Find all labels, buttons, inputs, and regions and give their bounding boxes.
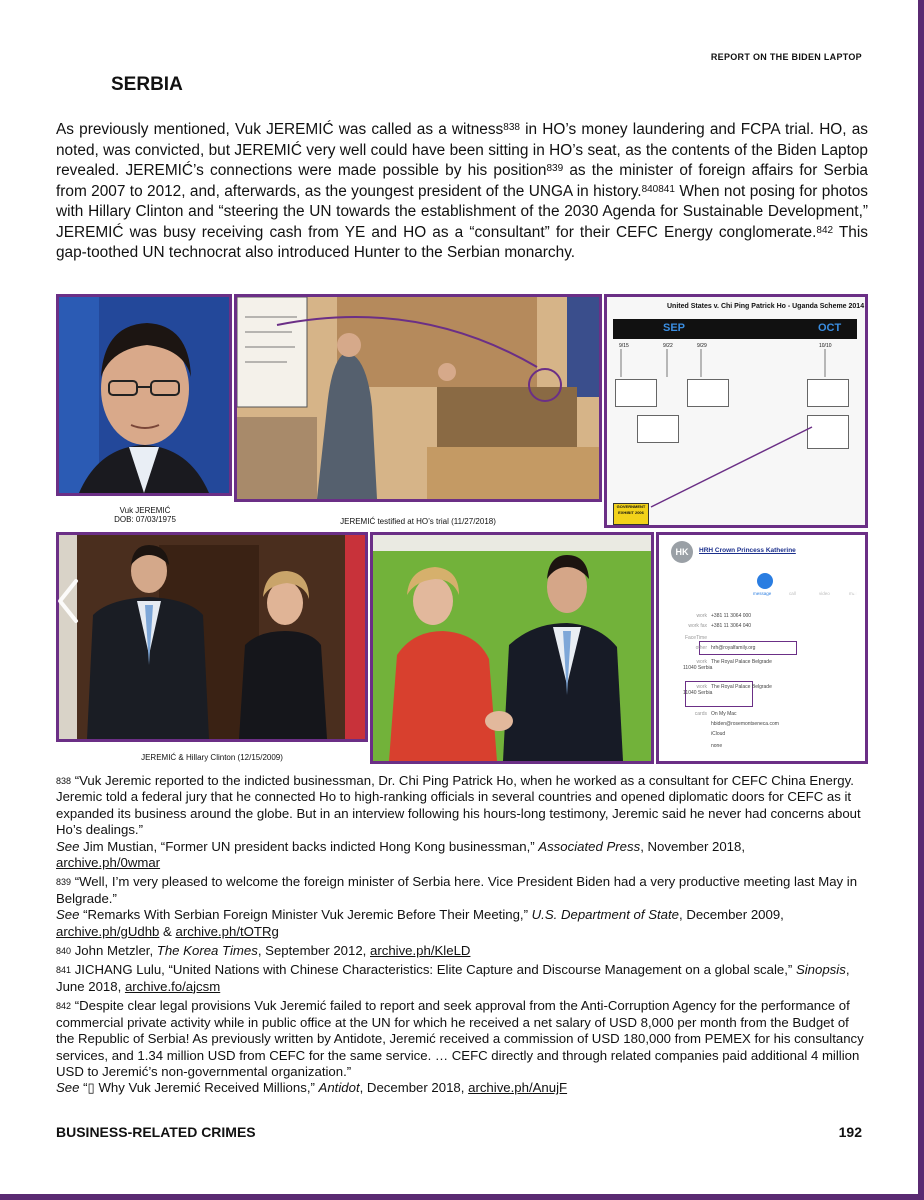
footnote-ref-840-841[interactable]: 840841 — [641, 183, 675, 195]
footnote-841: $^{841}$ JICHANG Lulu, “United Nations with Chinese Characteristics: Elite Capture and Discourse Management on a global scale,” Sinopsis, June 2018, archive.fo/ajcsm — [56, 962, 850, 994]
source-link[interactable]: archive.ph/0wmar — [56, 855, 161, 871]
source-link[interactable]: archive.ph/KleLD — [370, 943, 471, 959]
mail-label: mail — [849, 591, 858, 596]
footnote-ref-839[interactable]: 839 — [546, 163, 564, 174]
video-label: video — [819, 591, 830, 596]
footnote-842: $^{842}$ “Despite clear legal provisions Vuk Jeremić failed to report and seek approval from the Anti-Corruption Agency for the performance of commercial private activity while in public office at the UN for which he received a net salary of USD 8,000 per month from the Budget of the Republic of Serbia! As previously written by Antidote, Jeremić received a commission of USD 180,000 from PEMEX for his consultancy services, and 1.34 million USD from CEFC for the same service. … CEFC directly and through related companies paid additional 4 million USD to Jeremić’s non-governmental organization.” See “▯ Why Vuk Jeremić Received Millions,” Antidot, December 2018, archive.ph/AnujF — [56, 998, 864, 1096]
clinton-photo-1 — [56, 532, 368, 742]
contact-avatar: HK — [671, 541, 693, 563]
date-label: 9/22 — [663, 343, 673, 349]
body-paragraph — [56, 120, 868, 264]
contact-name: HRH Crown Princess Katherine — [699, 547, 796, 554]
portrait-photo — [56, 294, 232, 496]
contact-row: work fax +381 11 3064 040 — [688, 623, 752, 629]
footnote-838: $^{838}$ “Vuk Jeremic reported to the indicted businessman, Dr. Chi Ping Patrick Ho, when he worked as a consultant for CEFC China Energy. Jeremic told a federal jury that he connected Ho to high-ranking officials in several countries and opened diplomatic doors for CEFC as it expanded its business around the globe. But in an interview following his hours-long testimony, Jeremic said he never had concerns about Ho’s dealings.” See Jim Mustian, “Former UN president backs indicted Hong Kong businessman,” Associated Press, November 2018, archive.ph/0wmar — [56, 773, 861, 871]
body-text-3: as the minister of foreign affairs for Serbia from 2007 to 2012, and, afterwards, as the youngest president of the UNGA in history. — [56, 162, 868, 200]
body-text-2: in HO’s money laundering and FCPA trial. HO, as noted, was convicted, but JEREMIĆ very well could have been sitting in HO’s seat, as the contents of the Biden Laptop revealed. JEREMIĆ’s connections were made possible by his position — [56, 121, 868, 179]
contact-card-screenshot — [656, 532, 868, 764]
source-link[interactable]: archive.ph/AnujF — [468, 1080, 568, 1096]
clinton-photo-2 — [370, 532, 654, 764]
call-label: call — [789, 591, 796, 596]
contact-row: none — [711, 743, 723, 749]
footnotes — [56, 773, 868, 1100]
courtroom-sketch — [234, 294, 602, 502]
date-label: 9/29 — [697, 343, 707, 349]
date-label: 10/10 — [819, 343, 832, 349]
footnote-840: $^{840}$ John Metzler, The Korea Times, September 2012, archive.ph/KleLD — [56, 943, 471, 959]
section-title: SERBIA — [111, 74, 183, 95]
message-icon — [757, 573, 773, 589]
clinton-caption: JEREMIĆ & Hillary Clinton (12/15/2009) — [141, 753, 283, 762]
government-exhibit-tag: GOVERNMENT EXHIBIT 2006 — [613, 503, 649, 525]
month-oct: OCT — [818, 322, 842, 334]
chevron-right-icon — [842, 579, 866, 623]
timeline-title: United States v. Chi Ping Patrick Ho - Uganda Scheme 2014 — [667, 303, 865, 310]
portrait-caption-name: Vuk JEREMIĆ — [119, 506, 171, 515]
page-number: 192 — [838, 1124, 862, 1140]
footer-section-title: BUSINESS-RELATED CRIMES — [56, 1124, 256, 1140]
running-header: REPORT ON THE BIDEN LAPTOP — [710, 52, 862, 62]
footnote-839: $^{839}$ “Well, I’m very pleased to welcome the foreign minister of Serbia here. Vice President Biden had a very productive meeting last May in Belgrade.” See “Remarks With Serbian Foreign Minister Vuk Jeremic Before Their Meeting,” U.S. Department of State, December 2009, archive.ph/gUdhb & archive.ph/tOTRg — [56, 874, 858, 939]
carousel-prev-button[interactable] — [48, 576, 88, 626]
source-link[interactable]: archive.ph/gUdhb — [56, 923, 160, 939]
contact-row: other hrh@royalfamily.org — [695, 645, 756, 651]
date-label: 9/15 — [619, 343, 629, 349]
body-text-4: When not posing for photos with Hillary Clinton and “steering the UN towards the establishment of the 2030 Agenda for Sustainable Development,” JEREMIĆ was busy receiving cash from YE and HO as a “consultant” for their CEFC Energy conglomerate. — [56, 182, 868, 241]
body-text-1: As previously mentioned, Vuk JEREMIĆ was called as a witness — [56, 121, 504, 138]
contact-row: hbiden@rosemontseneca.com — [711, 721, 779, 727]
footnote-ref-838[interactable]: 838 — [503, 122, 520, 133]
contact-row: iCloud — [711, 731, 726, 737]
portrait-caption — [60, 506, 230, 524]
source-link[interactable]: archive.ph/tOTRg — [175, 923, 279, 939]
contact-row: cards On My Mac — [694, 711, 737, 717]
contact-row: FaceTime — [684, 635, 707, 641]
message-label: message — [753, 591, 772, 596]
source-link[interactable]: archive.fo/ajcsm — [124, 978, 221, 994]
trial-caption: JEREMIĆ testified at HO’s trial (11/27/2018) — [340, 517, 496, 526]
portrait-caption-dob: DOB: 07/03/1975 — [114, 515, 176, 524]
body-text-5: This gap-toothed UN technocrat also introduced Hunter to the Serbian monarchy. — [56, 223, 868, 261]
contact-row: work The Royal Palace Belgrade 11040 Serbia — [683, 659, 772, 671]
chevron-left-icon — [56, 579, 80, 623]
contact-row: work +381 11 3064 000 — [696, 613, 752, 619]
timeline-exhibit — [604, 294, 868, 528]
contact-row: work The Royal Palace Belgrade 11040 Serbia — [683, 684, 772, 696]
timeline-connector — [607, 297, 865, 525]
month-sep: SEP — [663, 322, 686, 334]
footnote-ref-842[interactable]: 842 — [816, 224, 834, 236]
carousel-next-button[interactable] — [834, 576, 874, 626]
